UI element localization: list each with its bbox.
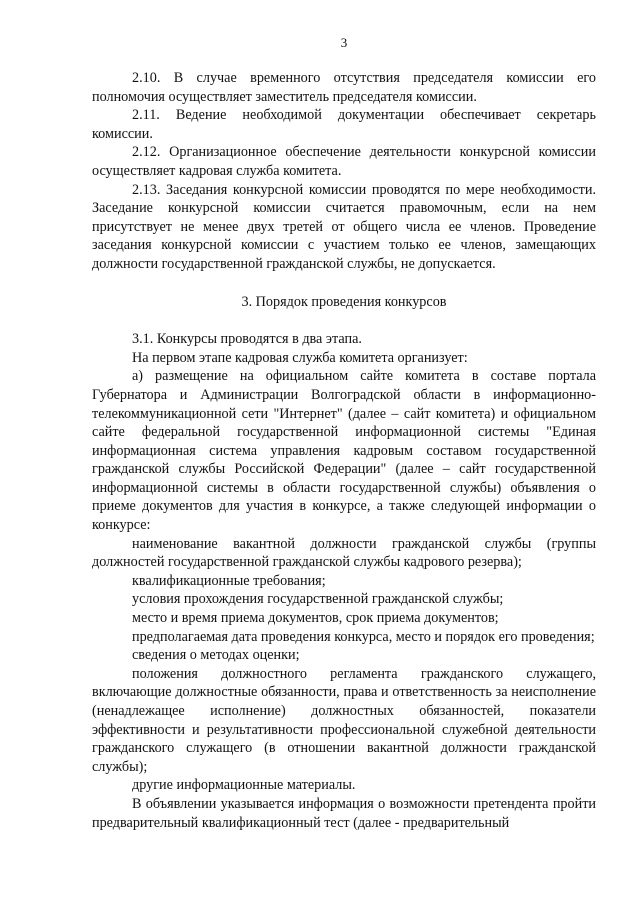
section-3-body <box>92 330 596 832</box>
list-item-job-regulations: положения должностного регламента гражданского служащего, включающие должностные обязанности, права и ответственность за неисполнение (ненадлежащее исполнение) должностных обязанностей, показатели эффективности и результативности профессиональной служебной деятельности гражданского служащего (в отношении вакантной должности гражданской службы); <box>92 665 596 775</box>
paragraph-first-stage: На первом этапе кадровая служба комитета организует: <box>132 349 468 366</box>
section-2-body <box>92 69 596 274</box>
list-item-other-materials: другие информационные материалы. <box>132 777 356 794</box>
list-item-qualification: квалификационные требования; <box>132 572 326 589</box>
list-item-document-intake: место и время приема документов, срок приема документов; <box>132 610 499 627</box>
paragraph-item-a: а) размещение на официальном сайте комитета в составе портала Губернатора и Администрации Волгоградской области в информационно-телекоммуникационной сети "Интернет" (далее – сайт комитета) и официальном сайте федеральной государственной информационной системы "Единая информационная система управления кадровым составом государственной гражданской службы Российской Федерации" (далее – сайт государственной информационной системы в области государственной службы) объявления о приеме документов для участия в конкурсе, а также следующей информации о конкурсе: <box>92 368 596 534</box>
list-item-service-conditions: условия прохождения государственной гражданской службы; <box>132 591 504 608</box>
list-item-position-name: наименование вакантной должности гражданской службы (группы должностей государственной гражданской службы кадрового резерва); <box>92 535 596 571</box>
list-item-contest-date: предполагаемая дата проведения конкурса, место и порядок его проведения; <box>132 628 595 645</box>
paragraph-2-12: 2.12. Организационное обеспечение деятельности конкурсной комиссии осуществляет кадровая служба комитета. <box>92 144 596 179</box>
paragraph-announcement: В объявлении указывается информация о возможности претендента пройти предварительный квалификационный тест (далее - предварительный <box>92 795 596 831</box>
section-3-title: 3. Порядок проведения конкурсов <box>241 293 447 310</box>
list-item-assessment-methods: сведения о методах оценки; <box>132 647 300 664</box>
paragraph-2-11: 2.11. Ведение необходимой документации обеспечивает секретарь комиссии. <box>92 107 596 142</box>
paragraph-3-1: 3.1. Конкурсы проводятся в два этапа. <box>132 331 362 348</box>
paragraph-2-13: 2.13. Заседания конкурсной комиссии проводятся по мере необходимости. Заседание конкурсной комиссии считается правомочным, если на нем присутствует не менее двух третей от общего числа ее членов. Проведение заседания конкурсной комиссии с участием только ее членов, замещающих должности государственной гражданской службы, не допускается. <box>92 181 596 272</box>
page-number: 3 <box>340 35 348 50</box>
paragraph-2-10: 2.10. В случае временного отсутствия председателя комиссии его полномочия осуществляет заместитель председателя комиссии. <box>92 70 596 105</box>
